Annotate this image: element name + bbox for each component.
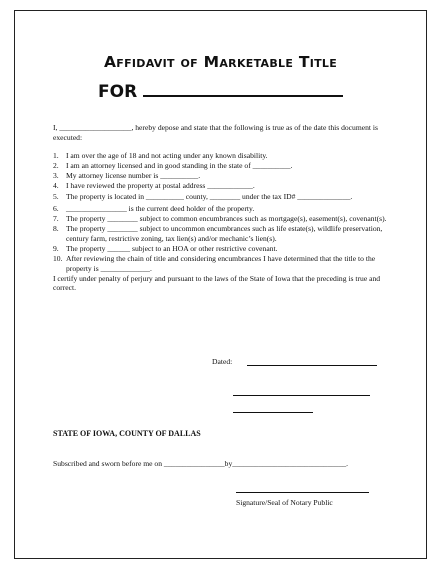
document-title: Affidavit of Marketable Title <box>103 53 338 71</box>
item-text: ________________ is the current deed holder of the property. <box>66 204 255 214</box>
dated-label: Dated: <box>212 357 233 366</box>
list-item <box>53 161 399 171</box>
state-county-heading: STATE OF IOWA, COUNTY OF DALLAS <box>53 429 201 438</box>
item-number: 6. <box>53 204 59 214</box>
list-item <box>53 151 399 161</box>
intro-paragraph: I, ___________________, hereby depose and state that the following is true as of the date this document is executed: <box>53 123 378 142</box>
item-text: I am over the age of 18 and not acting under any known disability. <box>66 151 268 161</box>
notary-signature-line <box>236 492 369 493</box>
item-number: 1. <box>53 151 59 161</box>
for-blank <box>143 81 343 97</box>
document-page <box>14 10 427 559</box>
item-text: After reviewing the chain of title and considering encumbrances I have determined that the title to the property is _____________. <box>66 254 376 273</box>
affidavit-body <box>53 123 399 293</box>
item-text: The property ______ subject to an HOA or other restrictive covenant. <box>66 244 278 254</box>
item-text: My attorney license number is __________. <box>66 171 201 181</box>
notary-signature-label: Signature/Seal of Notary Public <box>236 498 333 507</box>
subscribed-line: Subscribed and sworn before me on ________________by______________________________. <box>53 459 349 468</box>
list-item <box>53 171 399 181</box>
list-item <box>53 204 399 214</box>
list-item <box>53 192 399 202</box>
item-text: I have reviewed the property at postal address ____________. <box>66 181 255 191</box>
for-line <box>98 81 343 102</box>
for-label: FOR <box>98 82 138 102</box>
certify-paragraph: I certify under penalty of perjury and pursuant to the laws of the State of Iowa that the preceding is true and correct. <box>53 273 381 293</box>
item-number: 2. <box>53 161 59 171</box>
item-number: 9. <box>53 244 59 254</box>
dated-signature-line <box>247 365 377 366</box>
name-line <box>233 412 313 413</box>
list-item <box>53 214 399 224</box>
list-item <box>53 224 399 243</box>
list-item <box>53 244 399 254</box>
list-item <box>53 181 399 191</box>
item-number: 5. <box>53 191 59 201</box>
item-text: The property ________ subject to common encumbrances such as mortgage(s), easement(s), covenant(s). <box>66 214 387 224</box>
item-number: 4. <box>53 181 59 191</box>
item-number: 3. <box>53 171 59 181</box>
item-number: 7. <box>53 214 59 224</box>
item-number: 10. <box>53 254 63 264</box>
item-text: The property ________ subject to uncommon encumbrances such as life estate(s), wildlife preservation, century farm, restrictive zoning, tax lien(s) and/or mechanic’s lien(s). <box>66 224 383 243</box>
signature-line <box>233 395 370 396</box>
list-item <box>53 254 399 273</box>
statement-list <box>53 151 399 273</box>
item-text: I am an attorney licensed and in good standing in the state of __________. <box>66 161 293 171</box>
item-text: The property is located in __________ county, ________ under the tax ID# ______________. <box>66 191 353 201</box>
item-number: 8. <box>53 224 59 234</box>
